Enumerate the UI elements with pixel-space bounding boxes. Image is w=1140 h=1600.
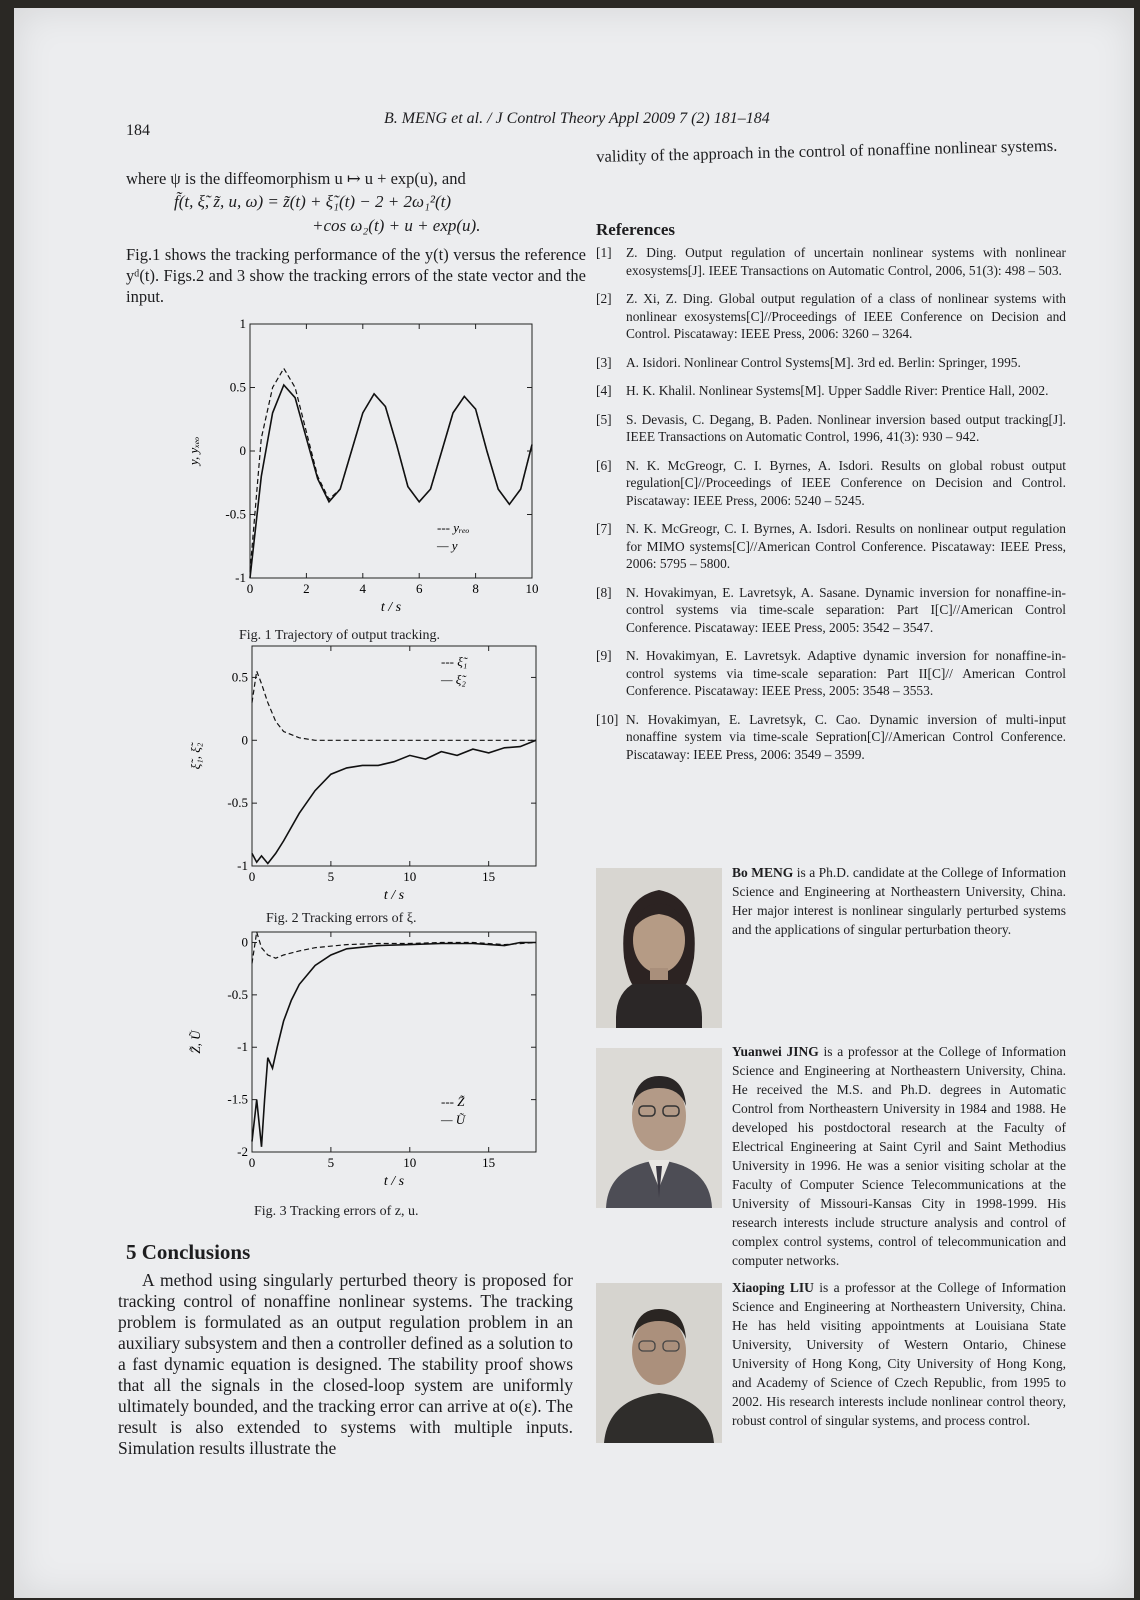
y-tick-label: -1 [237,858,248,873]
y-tick-label: 1 [239,316,246,331]
figure-1 [160,314,560,619]
plot-frame [252,646,536,866]
figure-3 [160,924,560,1197]
x-tick-label: 8 [472,581,479,596]
y-tick-label: 0 [239,443,246,458]
x-tick-label: 10 [403,1155,417,1170]
y-axis-label: y, yₓₑₒ [186,436,201,466]
reference-item: [3] A. Isidori. Nonlinear Control Systems[M]. 3rd ed. Berlin: Springer, 1995. [596,354,1021,370]
series-line-y_ref [250,368,532,571]
legend-entry: — y [437,538,458,553]
fig2-caption: Fig. 2 Tracking errors of ξ. [266,911,417,926]
intro-line: where ψ is the diffeomorphism u ↦ u + exp(u), and [126,169,466,188]
y-tick-label: -2 [237,1144,248,1159]
series-line-xi2 [252,740,536,863]
reference-item: [7] N. K. McGreogr, C. I. Byrnes, A. Isdori. Results on nonlinear output regulation for MIMO systems[C]//American Control Conference. Piscataway: IEEE Press, 2006: 5795 – 5800. [596,521,1066,571]
x-tick-label: 15 [482,869,496,884]
x-tick-label: 2 [303,581,310,596]
legend-entry: --- yᵣₑₒ [437,520,470,535]
figure-2 [160,638,560,911]
reference-item: [4] H. K. Khalil. Nonlinear Systems[M]. Upper Saddle River: Prentice Hall, 2002. [596,383,1049,398]
section-title: 5 Conclusions [126,1240,251,1264]
series-line-U [252,943,536,1147]
plot-frame [250,324,532,578]
author-photo-bo-meng [596,868,722,1028]
x-tick-label: 10 [403,869,417,884]
y-axis-label: Z̃, Ũ [188,1030,203,1054]
y-tick-label: -0.5 [227,986,248,1002]
y-tick-label: -0.5 [227,795,248,811]
equation-line-1: f̃(t, ξ̃, z̃, u, ω) = z̃(t) + ξ̃₁(t) − 2 + 2ω₁²(t) [174,192,452,211]
y-tick-label: 0.5 [229,379,246,395]
reference-item: [8] N. Hovakimyan, E. Lavretsyk, A. Sasane. Dynamic inversion for nonaffine-in-control systems via time-scale separation: Part I[C]//American Control Conference. Piscataway: IEEE Press, 2005: 3542 – 3547. [596,584,1066,635]
reference-item: [9] N. Hovakimyan, E. Lavretsyk. Adaptive dynamic inversion for nonaffine-in-control systems via time-scale separation: Part II[C]// American Control Conference. Piscataway: IEEE Press, 2005: 3548 – 3553. [596,648,1066,698]
series-line-Z [252,932,536,963]
x-tick-label: 15 [482,1155,496,1170]
x-tick-label: 6 [415,581,423,596]
x-tick-label: 4 [359,581,367,596]
journal-page [14,8,1134,1598]
x-tick-label: 5 [327,1155,335,1170]
legend-entry: --- ξ̃₁ [441,654,468,669]
series-line-y [250,385,532,578]
x-axis-label: t / s [383,1174,405,1189]
references-title: References [596,220,675,239]
fig3-chart [160,924,560,1192]
y-tick-label: -0.5 [225,506,246,522]
bio-xiaoping-liu: Xiaoping LIU is a professor at the College of Information Science and Engineering at Northeastern University, China. He has held visiting appointments at Louisiana State University, University of Western Ontario, Chinese University of Hong Kong, City University of Hong Kong, and Academy of Science of Czech Republic, from 1995 to 2002. His research interests include nonlinear control theory, robust control of singular systems, and process control. [732,1280,1066,1428]
page-number: 184 [126,122,150,139]
fig1-caption: Fig. 1 Trajectory of output tracking. [239,628,441,643]
y-tick-label: -1.5 [227,1091,248,1107]
y-tick-label: 0.5 [231,669,248,685]
author-photo-yuanwei-jing [596,1048,722,1208]
reference-list [596,244,1066,763]
bio-yuanwei-jing: Yuanwei JING is a professor at the College of Information Science and Engineering at Northeastern University, China. He received the M.S. and Ph.D. degrees in Automatic Control from Northeastern University in 1984 and 1988. He developed his postdoctoral research at the Faculty of Electrical Engineering at Saint Cyril and Saint Methodius University in 1996. He was a senior visiting scholar at the Faculty of Computer Science Telecommunications at the University of Missouri-Kansas City in 1998-1999. His research interests include structure analysis and control of complex control systems, control of telecommunication and computer networks. [732,1044,1066,1268]
x-axis-label: t / s [380,600,402,615]
fig3-caption: Fig. 3 Tracking errors of z, u. [254,1204,419,1219]
fig2-chart [160,638,560,906]
y-axis-label: ξ̃₁, ξ̃₂ [188,742,203,770]
legend-entry: — ξ̃₂ [441,672,466,687]
x-tick-label: 0 [248,869,256,884]
fig1-chart [160,314,560,614]
reference-item: [2] Z. Xi, Z. Ding. Global output regulation of a class of nonlinear systems with nonlinear exosystems[C]//Proceedings of IEEE Conference on Decision and Control. Piscataway: IEEE Press, 2006: 3260 – 3264. [596,291,1066,341]
x-tick-label: 10 [525,581,539,596]
reference-item: [6] N. K. McGreogr, C. I. Byrnes, A. Isdori. Results on global robust output regulation[C]//Proceedings of IEEE Conference on Decision and Control. Piscataway: IEEE Press, 2006: 5240 – 5245. [596,457,1066,508]
series-line-xi1 [252,671,536,740]
y-tick-label: -1 [237,1039,248,1055]
legend-entry: --- Z̃ [441,1094,465,1109]
reference-item: [1] Z. Ding. Output regulation of uncertain nonlinear systems with nonlinear exosystems[J]. IEEE Transactions on Automatic Control, 2006, 51(3): 498 – 503. [596,245,1066,278]
continuation-text: validity of the approach in the control of nonaffine nonlinear systems. [596,135,1058,166]
reference-item: [5] S. Devasis, C. Degang, B. Paden. Nonlinear inversion based output tracking[J]. IEEE Transactions on Automatic Control, 1996, 41(3): 930 – 942. [596,411,1066,444]
conclusion-paragraph: A method using singularly perturbed theory is proposed for tracking control of nonaffine nonlinear systems. The tracking problem is formulated as an output regulation problem in an auxiliary subsystem and then a controller defined as a solution to a fast dynamic equation is designed. The stability proof shows that all the signals in the closed-loop system are uniformly ultimately bounded, and the tracking error can arrive at o(ε). The result is also extended to systems with multiple inputs. Simulation results illustrate the [118,1270,573,1458]
results-paragraph: Fig.1 shows the tracking performance of the y(t) versus the reference yᵈ(t). Figs.2 and 3 show the tracking errors of the state vector and the input. [126,245,586,306]
plot-frame [252,932,536,1152]
running-head: B. MENG et al. / J Control Theory Appl 2009 7 (2) 181–184 [384,110,770,127]
legend-entry: — Ũ [441,1112,466,1127]
reference-item: [10] N. Hovakimyan, E. Lavretsyk, C. Cao. Dynamic inversion of multi-input nonaffine system via time-scale Sepration[C]//American Control Conference. Piscataway: IEEE Press, 2006: 3549 – 3599. [596,711,1066,762]
y-tick-label: 0 [241,732,248,748]
author-photo-xiaoping-liu [596,1283,722,1443]
x-tick-label: 0 [246,581,254,596]
x-axis-label: t / s [383,888,405,903]
x-tick-label: 5 [327,869,335,884]
x-tick-label: 0 [248,1155,256,1170]
y-tick-label: -1 [235,570,246,585]
equation-line-2: +cos ω₂(t) + u + exp(u). [312,216,481,235]
y-tick-label: 0 [241,934,248,950]
bio-bo-meng: Bo MENG is a Ph.D. candidate at the College of Information Science and Engineering at Northeastern University, China. Her major interest is nonlinear singularly perturbed systems and the applications of singular perturbation theory. [732,865,1066,937]
